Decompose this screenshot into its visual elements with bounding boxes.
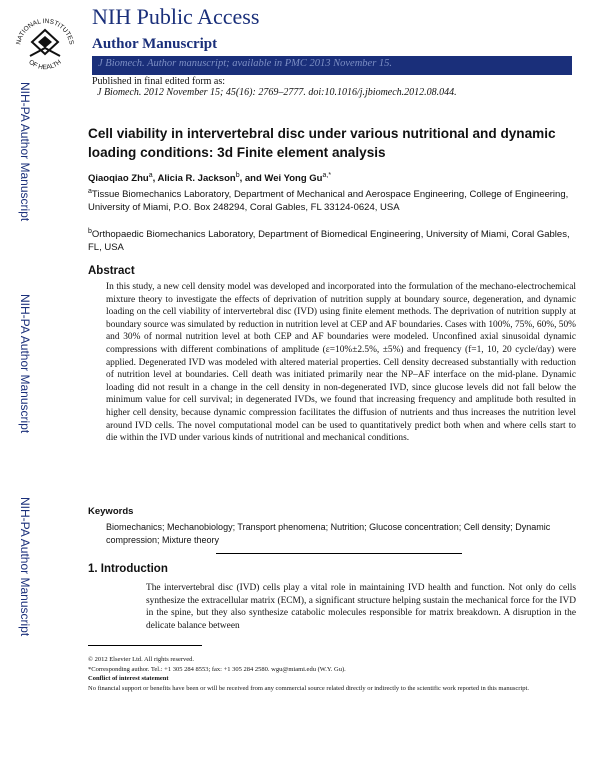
author-name[interactable]: Alicia R. Jackson	[157, 173, 236, 185]
conflict-heading: Conflict of interest statement	[88, 675, 169, 683]
introduction-body: The intervertebral disc (IVD) cells play a vital role in maintaining IVD health and function. Not only do cells synthesize the extracellular matrix (ECM), a significant structure helping sustain the mechanical force for the IVD in the spine, but they also synthesize catabolic molecules responsible for matrix breakdown. A disruption in the delicate balance between	[146, 583, 576, 631]
logo-text-top: NATIONAL INSTITUTES	[15, 17, 75, 46]
corresponding-author-note: *Corresponding author. Tel.: +1 305 284 8553; fax: +1 305 284 2580. wgu@miami.edu (W.Y. Gu).	[88, 665, 346, 673]
author-sup: a	[148, 172, 153, 179]
keywords-list: Biomechanics; Mechanobiology; Transport phenomena; Nutrition; Glucose concentration; Cell density; Dynamic compression; Mixture theory	[106, 522, 551, 545]
affiliation-text: Orthopaedic Biomechanics Laboratory, Department of Biomedical Engineering, University of Miami, Coral Gables, FL, USA	[88, 229, 570, 253]
author-sup: a,*	[322, 172, 332, 179]
published-label: Published in final edited form as:	[92, 76, 226, 87]
author-name[interactable]: Qiaoqiao Zhu	[88, 173, 149, 185]
copyright-note: © 2012 Elsevier Ltd. All rights reserved.	[88, 656, 195, 663]
conflict-text: No financial support or benefits have been or will be received from any commercial source related directly or indirectly to the scientific work reported in this manuscript.	[88, 684, 529, 692]
manuscript-availability: J Biomech. Author manuscript; available in PMC 2013 November 15.	[98, 58, 393, 69]
author-manuscript-label: Author Manuscript	[92, 36, 218, 52]
author-sup: b	[235, 172, 240, 179]
logo-text-bottom: OF HEALTH	[27, 58, 63, 72]
article-title: Cell viability in intervertebral disc under various nutritional and dynamic loading conditions: 3d Finite element analysis	[88, 126, 556, 160]
citation[interactable]	[97, 87, 457, 98]
introduction-heading: 1. Introduction	[88, 563, 168, 575]
divider	[216, 553, 462, 554]
affiliation	[88, 186, 578, 214]
svg-text:OF HEALTH	[27, 59, 63, 72]
abstract-heading: Abstract	[88, 265, 135, 277]
footnotes	[88, 655, 578, 693]
affiliation-text: Tissue Biomechanics Laboratory, Department of Mechanical and Aerospace Engineering, College of Engineering, University of Miami, P.O. Box 248294, Coral Gables, FL 33124-0624, USA	[88, 189, 569, 213]
affiliation-sup: b	[88, 228, 92, 235]
nih-logo	[10, 8, 80, 78]
sidebar-watermark: NIH-PA Author Manuscript	[18, 497, 32, 637]
brand-title: NIH Public Access	[92, 4, 260, 29]
author-list: Qiaoqiao Zhu$^a$, Alicia R. Jackson$^b$, and Wei Yong $Gu^{a,*}$	[88, 172, 332, 185]
author-name[interactable]: Wei Yong Gu	[264, 173, 323, 185]
affiliation	[88, 226, 578, 254]
footnote-divider	[88, 645, 202, 646]
affiliation-sup: a	[88, 188, 92, 195]
keywords-heading: Keywords	[88, 506, 134, 517]
citation-text: J Biomech. 2012 November 15; 45(16): 2769–2777. doi:10.1016/j.jbiomech.2012.08.044.	[97, 87, 457, 98]
sidebar-watermark: NIH-PA Author Manuscript	[18, 82, 32, 222]
eagle-icon	[30, 30, 60, 56]
sidebar-watermark: NIH-PA Author Manuscript	[18, 294, 32, 434]
abstract-body: In this study, a new cell density model was developed and incorporated into the formulation of the mechano-electrochemical mixture theory to investigate the effects of deprivation of nutrition supply at boundary source, degeneration, and dynamic loading on the cell viability of intervertebral disc (IVD) using finite element methods. The deprivation of nutrition supply at boundary source was simulated by reduction in nutrition level at CEP and AF boundaries. Cases with 100%, 75%, 60%, 50% and 30% of normal nutrition level at both CEP and AF boundaries were modeled. Unconfined axial sinusoidal dynamic compressions with different combinations of amplitude (ε=10%±2.5%, ±5%) and frequency (f=1, 10, 20 cycle/day) were applied. Degenerated IVD was modeled with altered material properties. Cell density decreased substantially with reduction of nutrition level at boundaries. Cell death was initiated primarily near the NP–AF interface on the mid-plane. Dynamic loading did not result in a change in the cell density in non-degenerated IVD, since glucose levels did not fall below the minimum value for cell survival; in degenerated IVDs, we found that increasing frequency and amplitude both resulted in higher cell density, because dynamic compression facilitates the diffusion of nutrients and thus increases the nutrition level around IVD cells. The novel computational model can be used to quantitatively predict both when and where cells start to die within the IVD under various kinds of nutritional and mechanical conditions.	[106, 282, 576, 444]
